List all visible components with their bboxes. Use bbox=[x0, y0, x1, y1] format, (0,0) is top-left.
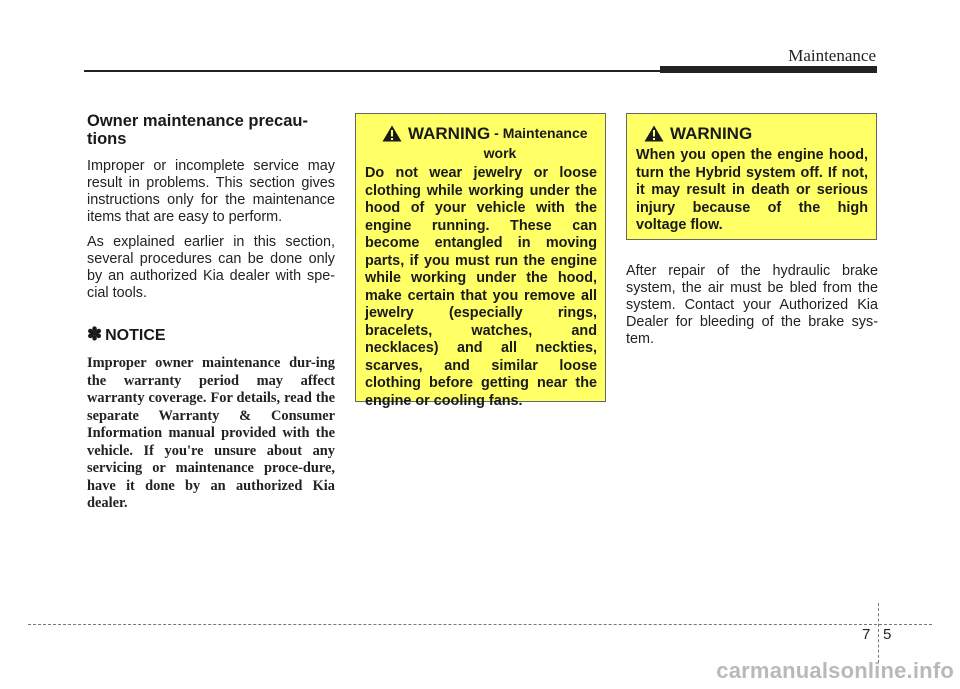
brake-paragraph: After repair of the hydraulic brake system, the air must be bled from the system. Contact your Authorized Kia Dealer for bleeding of the brake sys-tem. bbox=[626, 263, 878, 347]
warning-text: When you open the engine hood, turn the Hybrid system off. If not, it may result in death or serious injury because of the high voltage flow. bbox=[636, 147, 868, 233]
warning-box-maintenance bbox=[355, 113, 606, 409]
notice-star-icon: ✽ bbox=[87, 324, 103, 344]
notice-label: NOTICE bbox=[105, 327, 166, 344]
warning-label: WARNING bbox=[408, 124, 491, 143]
section-heading-text: Owner maintenance precau- tions bbox=[87, 112, 308, 148]
chapter-number: 7 bbox=[862, 626, 871, 643]
warning-subtitle: - Maintenance bbox=[494, 125, 588, 141]
dealer-paragraph: As explained earlier in this section, several procedures can be done only by an authorized Kia dealer with spe-cial tools. bbox=[87, 234, 335, 301]
section-heading bbox=[87, 112, 335, 148]
warning-text: Do not wear jewelry or loose clothing while working under the hood of your vehicle with the engine running. These can become entangled in moving parts, if you must run the engine while working under the hood, make certain that you remove all jewelry (especially rings, bracelets, watches, and necklaces) and all neckties, scarves, and similar loose clothing before getting near the engine or cooling fans. bbox=[365, 165, 597, 409]
footer-divider bbox=[878, 603, 879, 663]
warning-label: WARNING bbox=[670, 124, 753, 143]
page-number: 5 bbox=[883, 626, 892, 643]
header-title: Maintenance bbox=[788, 46, 876, 65]
warning-box-hybrid bbox=[626, 113, 877, 240]
warning-header bbox=[365, 124, 597, 143]
footer-rule bbox=[28, 624, 932, 625]
watermark: carmanualsonline.info bbox=[716, 658, 954, 683]
header-rule-accent bbox=[660, 66, 877, 73]
warning-triangle-icon bbox=[382, 125, 402, 142]
notice-text: Improper owner maintenance dur-ing the warranty period may affect warranty coverage. For details, read the separate Warranty & Consumer Information manual provided with the vehicle. If you're unsure about any servicing or maintenance proce-dure, have it done by an authorized Kia dealer. bbox=[87, 355, 335, 511]
warning-subtitle-line2: work bbox=[483, 145, 517, 161]
left-column bbox=[87, 112, 335, 513]
warning-triangle-icon bbox=[644, 125, 664, 142]
notice-heading bbox=[87, 324, 335, 345]
warning-header bbox=[636, 124, 868, 143]
header-rule bbox=[84, 70, 664, 72]
right-column bbox=[626, 263, 878, 356]
intro-paragraph: Improper or incomplete service may result in problems. This section gives instructions only for the maintenance items that are easy to perform. bbox=[87, 158, 335, 225]
